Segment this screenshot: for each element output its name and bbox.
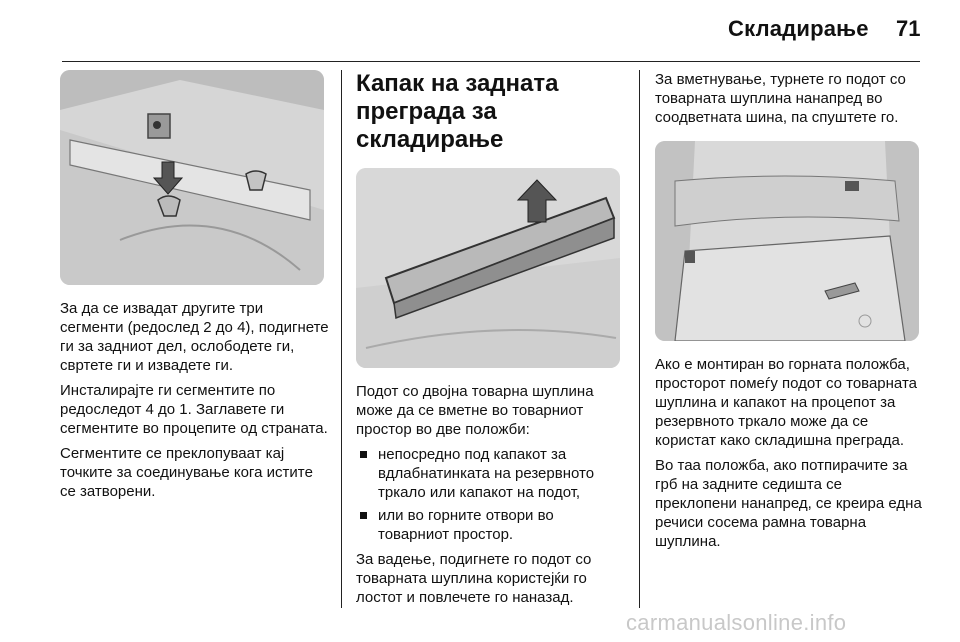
- bullet-icon: [360, 451, 367, 458]
- segment-illustration: [60, 70, 324, 285]
- bullet-icon: [360, 512, 367, 519]
- cargo-floor-illustration: [655, 141, 919, 341]
- column-divider: [639, 70, 640, 608]
- column-right: [655, 70, 925, 557]
- instruction-paragraph: За да се извадат другите три сегменти (редослед 2 до 4), подигнете ги за задниот дел, ослободете ги, свртете ги и извадете ги.: [60, 300, 329, 374]
- header-divider: [62, 61, 920, 62]
- intro-paragraph: Подот со двојна товарна шуплина може да се вметне во товарниот простор во две положби:: [356, 383, 594, 438]
- page-header: [0, 0, 960, 62]
- list-item: или во горните отвори во товарниот простор.: [356, 506, 626, 544]
- insertion-paragraph: За вметнување, турнете го подот со товарната шуплина нанапред во соодветната шина, па спуштете го.: [655, 71, 906, 126]
- section-heading: Капак на задната преграда за складирање: [356, 70, 559, 153]
- cover-illustration: [356, 168, 620, 368]
- instruction-paragraph: Инсталирајте ги сегментите по редоследот 4 до 1. Заглавете ги сегментите во процепите од страната.: [60, 382, 328, 437]
- removal-paragraph: За вадење, подигнете го подот со товарната шуплина користејќи го лостот и повлечете го наназад.: [356, 551, 592, 606]
- column-middle: [356, 70, 626, 613]
- watermark: carmanualsonline.info: [626, 610, 847, 635]
- flat-floor-paragraph: Во таа положба, ако потпирачите за грб на задните седишта се преклопени нанапред, се креира една речиси сосема рамна товарна шуплина.: [655, 457, 922, 550]
- instruction-paragraph: Сегментите се преклопуваат кај точките за соединување кога иститe се затворени.: [60, 445, 313, 500]
- position-list: [356, 445, 626, 544]
- storage-paragraph: Ако е монтиран во горната положба, просторот помеѓу подот со товарната шуплина и капакот на процепот за резервното тркало може да се користат како складишна преграда.: [655, 356, 917, 449]
- section-title: Складирање: [728, 16, 869, 41]
- column-divider: [341, 70, 342, 608]
- column-left: [60, 70, 330, 507]
- page-number: 71: [896, 16, 921, 41]
- list-item: непосредно под капакот за вдлабнатинката на резервното тркало или капакот на подот,: [356, 445, 626, 502]
